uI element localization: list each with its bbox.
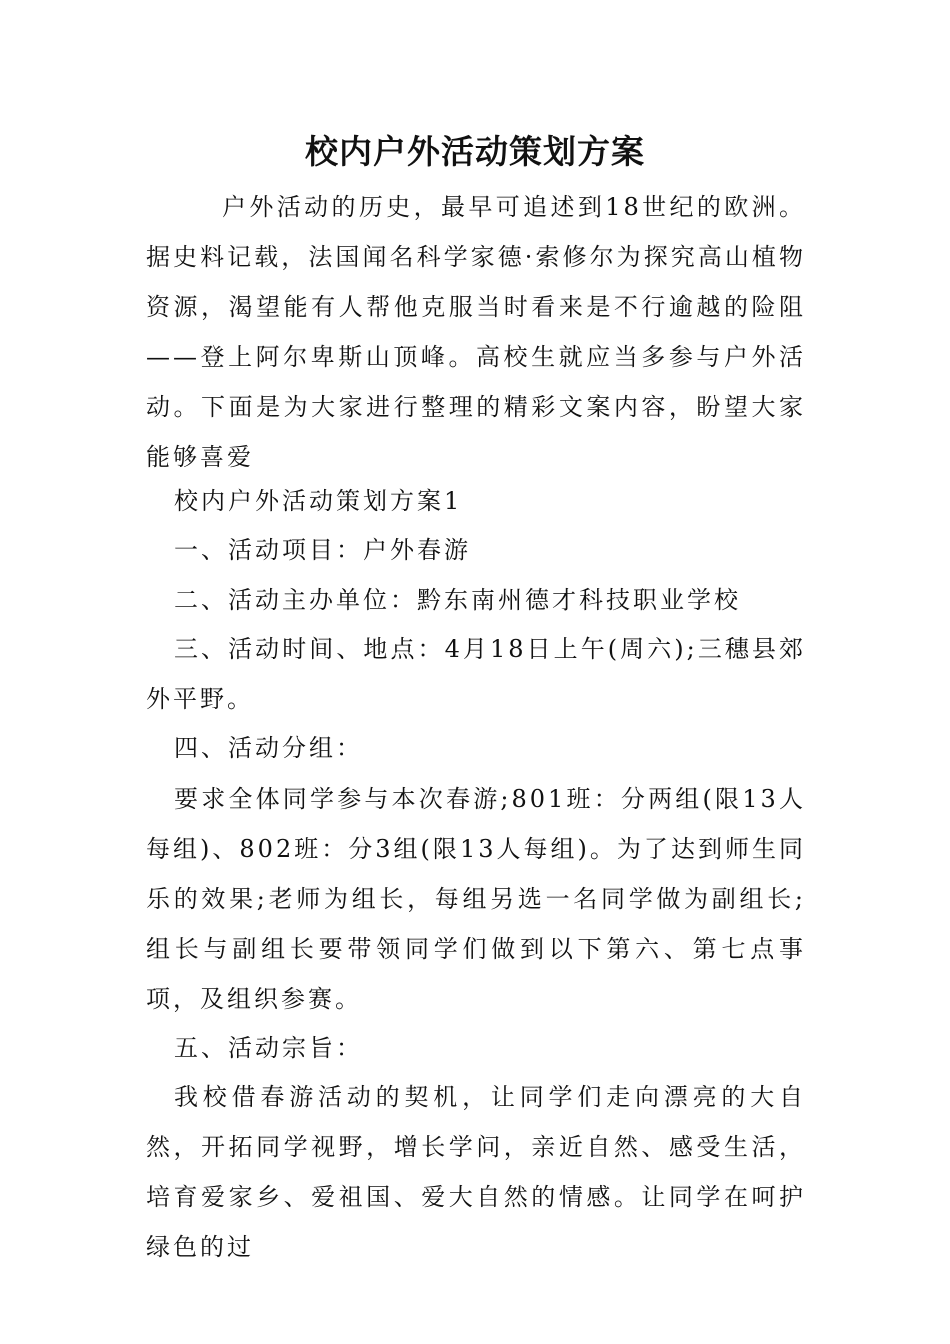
item-grouping-heading: 四、活动分组： [174, 734, 363, 762]
item-time-place: 三、活动时间、地点：4月18日上午(周六);三穗县郊外平野。 [146, 635, 806, 713]
purpose-paragraph: 我校借春游活动的契机，让同学们走向漂亮的大自然，开拓同学视野，增长学问，亲近自然、感受生活，培育爱家乡、爱祖国、爱大自然的情感。让同学在呵护绿色的过 [146, 1083, 806, 1261]
item-activity-project: 一、活动项目：户外春游 [174, 536, 471, 564]
section-title: 校内户外活动策划方案1 [174, 487, 463, 515]
document-title: 校内户外活动策划方案 [305, 132, 645, 171]
grouping-paragraph: 要求全体同学参与本次春游;801班：分两组(限13人每组)、802班：分3组(限13人每组)。为了达到师生同乐的效果;老师为组长，每组另选一名同学做为副组长;组长与副组长要带领同学们做到以下第六、第七点事项，及组织参赛。 [146, 785, 806, 1013]
item-purpose-heading: 五、活动宗旨： [174, 1034, 363, 1062]
item-organizer: 二、活动主办单位：黔东南州德才科技职业学校 [174, 586, 741, 614]
intro-paragraph: 户外活动的历史，最早可追述到18世纪的欧洲。据史料记载，法国闻名科学家德·索修尔为探究高山植物资源，渴望能有人帮他克服当时看来是不行逾越的险阻——登上阿尔卑斯山顶峰。高校生就应当多参与户外活动。下面是为大家进行整理的精彩文案内容，盼望大家能够喜爱 [146, 193, 806, 471]
